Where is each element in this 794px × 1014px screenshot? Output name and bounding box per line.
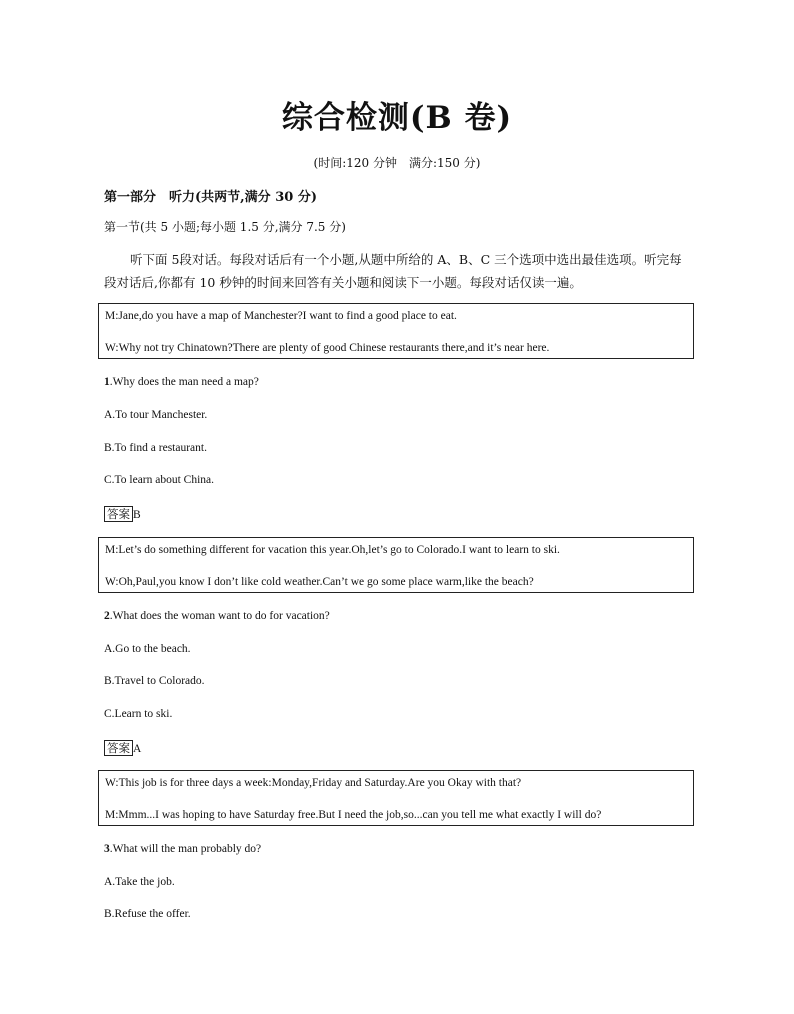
option-c: C.Learn to ski. bbox=[104, 708, 173, 720]
question-number: 3 bbox=[104, 843, 110, 855]
part-heading: 第一部分 听力(共两节,满分 30 分) bbox=[104, 190, 317, 205]
option-a: A.To tour Manchester. bbox=[104, 409, 208, 421]
answer-value: B bbox=[133, 509, 141, 521]
option-c: C.To learn about China. bbox=[104, 474, 215, 486]
page-title: 综合检测(B 卷) bbox=[281, 100, 513, 136]
dialogue-box-2 bbox=[98, 537, 694, 593]
question-text: .What does the woman want to do for vacation? bbox=[109, 610, 330, 622]
dialogue-box-3 bbox=[98, 770, 694, 826]
dialogue-box-1 bbox=[98, 303, 694, 359]
question-2 bbox=[104, 610, 330, 622]
question-number: 2 bbox=[104, 610, 110, 622]
option-b: B.Refuse the offer. bbox=[104, 908, 191, 920]
question-text: .Why does the man need a map? bbox=[109, 376, 259, 388]
question-number: 1 bbox=[104, 376, 110, 388]
dialogue-line: M:Mmm...I was hoping to have Saturday free.But I need the job,so...can you tell me what exactly I will do? bbox=[105, 809, 602, 821]
question-3 bbox=[104, 843, 261, 855]
option-b: B.Travel to Colorado. bbox=[104, 675, 205, 687]
answer-value: A bbox=[133, 743, 142, 755]
answer-tag: 答案 bbox=[104, 506, 133, 522]
answer-row-2 bbox=[104, 740, 141, 756]
dialogue-line: W:Oh,Paul,you know I don’t like cold weather.Can’t we go some place warm,like the beach? bbox=[105, 576, 534, 588]
dialogue-line: W:This job is for three days a week:Monday,Friday and Saturday.Are you Okay with that? bbox=[105, 777, 522, 789]
dialogue-line: M:Jane,do you have a map of Manchester?I want to find a good place to eat. bbox=[105, 310, 457, 322]
instructions: 听下面 5段对话。每段对话后有一个小题,从题中所给的 A、B、C 三个选项中选出最佳选项。听完每段对话后,你都有 10 秒钟的时间来回答有关小题和阅读下一小题。每段对话仅读一遍。 bbox=[104, 252, 682, 290]
dialogue-line: M:Let’s do something different for vacation this year.Oh,let’s go to Colorado.I want to learn to ski. bbox=[105, 544, 560, 556]
dialogue-line: W:Why not try Chinatown?There are plenty of good Chinese restaurants there,and it’s near here. bbox=[105, 342, 550, 354]
option-b: B.To find a restaurant. bbox=[104, 442, 207, 454]
section-heading: 第一节(共 5 小题;每小题 1.5 分,满分 7.5 分) bbox=[104, 220, 346, 234]
exam-time-info: (时间:120 分钟 满分:150 分) bbox=[313, 156, 481, 170]
question-1 bbox=[104, 376, 259, 388]
option-a: A.Take the job. bbox=[104, 876, 175, 888]
option-a: A.Go to the beach. bbox=[104, 643, 191, 655]
question-text: .What will the man probably do? bbox=[109, 843, 262, 855]
answer-tag: 答案 bbox=[104, 740, 133, 756]
answer-row-1 bbox=[104, 506, 141, 522]
